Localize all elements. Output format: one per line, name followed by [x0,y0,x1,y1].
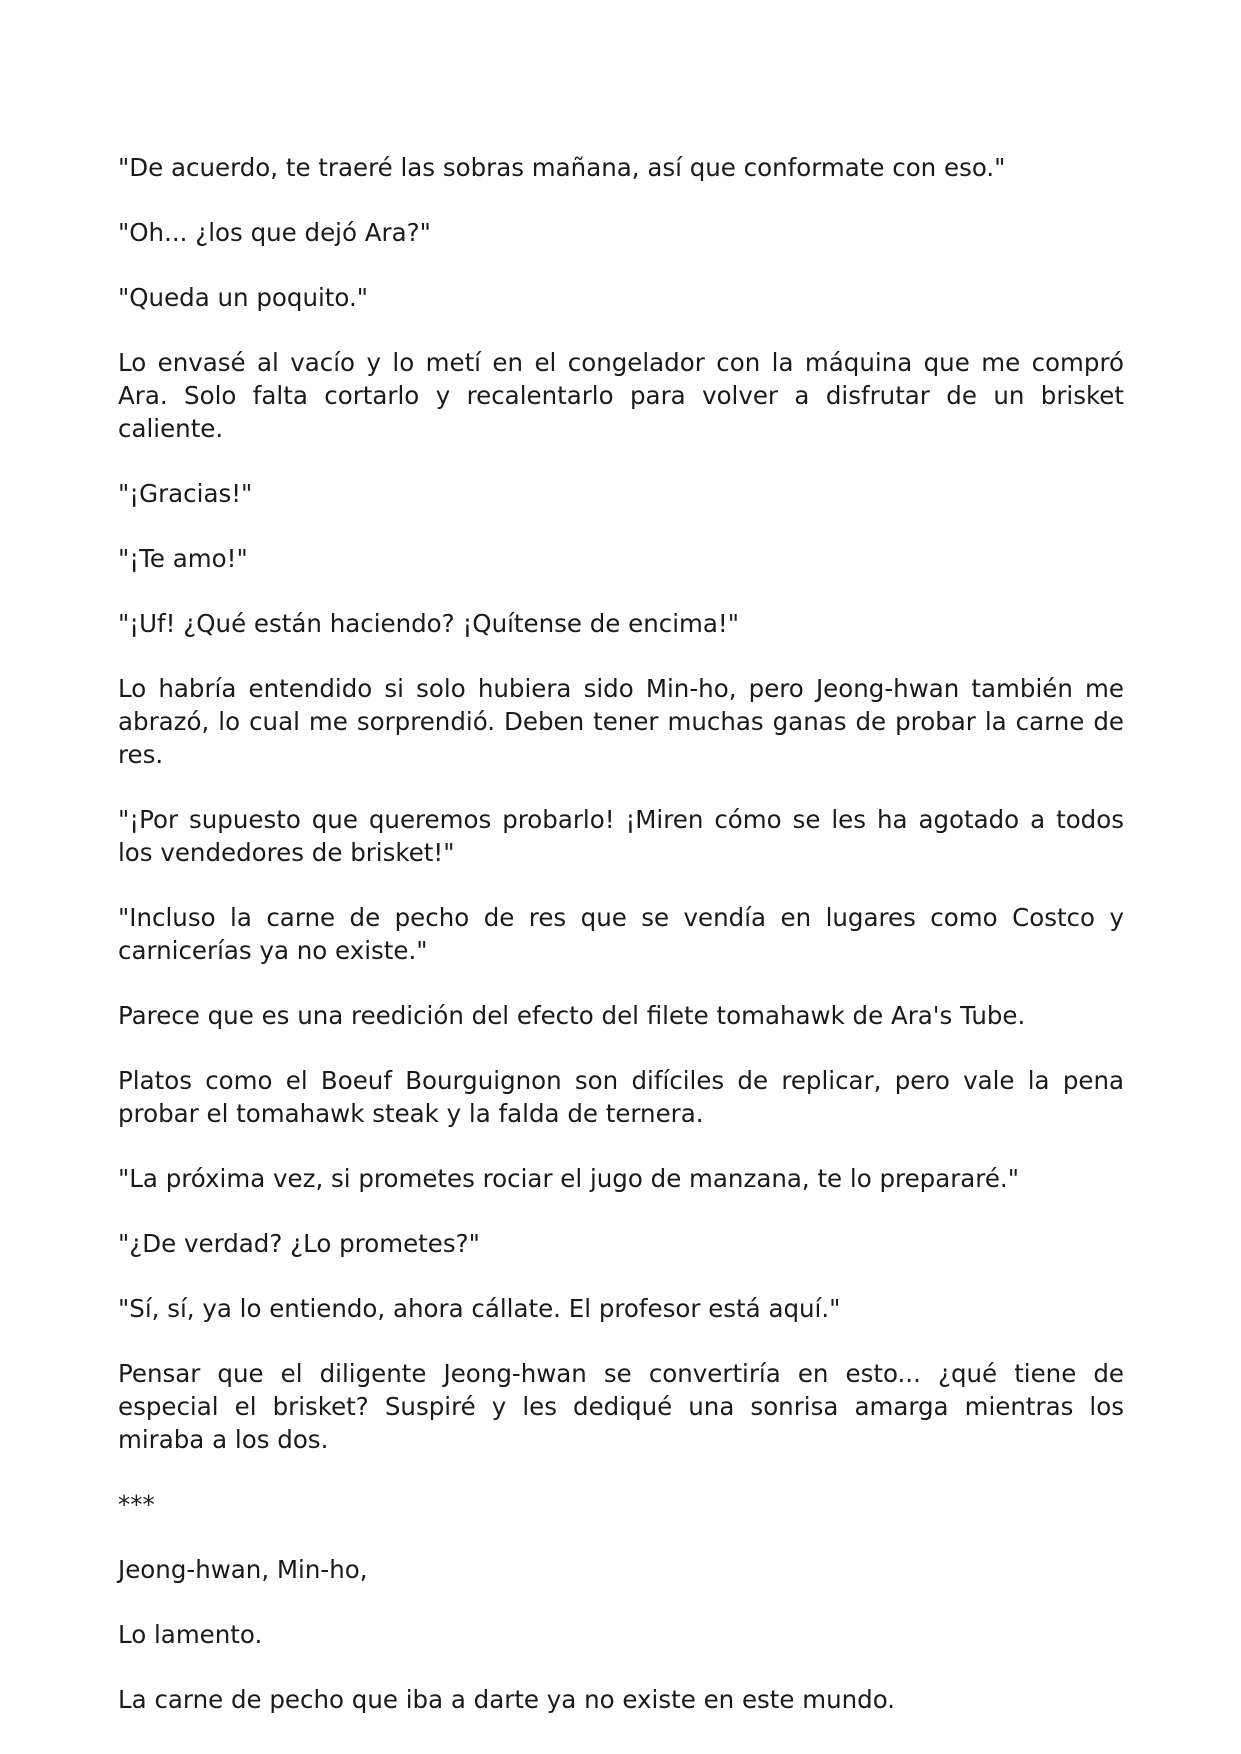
document-body [118,151,1124,1748]
narrative-paragraph: Pensar que el diligente Jeong-hwan se convertiría en esto... ¿qué tiene de especial el brisket? Suspiré y les dediqué una sonrisa amarga mientras los miraba a los dos. [118,1359,1124,1454]
narrative-paragraph: Lo envasé al vacío y lo metí en el congelador con la máquina que me compró Ara. Solo falta cortarlo y recalentarlo para volver a disfrutar de un brisket caliente. [118,348,1124,443]
narrative-paragraph: Platos como el Boeuf Bourguignon son difíciles de replicar, pero vale la pena probar el tomahawk steak y la falda de ternera. [118,1066,1124,1128]
narrative-paragraph: La carne de pecho que iba a darte ya no existe en este mundo. [118,1685,896,1714]
dialogue-paragraph: "Oh... ¿los que dejó Ara?" [118,218,431,247]
dialogue-paragraph: "Incluso la carne de pecho de res que se vendía en lugares como Costco y carnicerías ya no existe." [118,903,1124,965]
dialogue-paragraph: "Queda un poquito." [118,283,369,312]
narrative-paragraph: Parece que es una reedición del efecto del filete tomahawk de Ara's Tube. [118,1001,1026,1030]
dialogue-paragraph: "Sí, sí, ya lo entiendo, ahora cállate. El profesor está aquí." [118,1294,841,1323]
dialogue-paragraph: "De acuerdo, te traeré las sobras mañana, así que conformate con eso." [118,153,1006,182]
dialogue-paragraph: "¡Gracias!" [118,479,253,508]
dialogue-paragraph: "¡Por supuesto que queremos probarlo! ¡Miren cómo se les ha agotado a todos los vendedores de brisket!" [118,805,1124,867]
narrative-paragraph: Lo lamento. [118,1620,263,1649]
narrative-paragraph: Lo habría entendido si solo hubiera sido Min-ho, pero Jeong-hwan también me abrazó, lo cual me sorprendió. Deben tener muchas ganas de probar la carne de res. [118,674,1124,769]
dialogue-paragraph: "¡Te amo!" [118,544,248,573]
dialogue-paragraph: "¡Uf! ¿Qué están haciendo? ¡Quítense de encima!" [118,609,739,638]
narrative-paragraph: Jeong-hwan, Min-ho, [118,1555,368,1584]
scene-break: *** [118,1490,155,1519]
dialogue-paragraph: "La próxima vez, si prometes rociar el jugo de manzana, te lo prepararé." [118,1164,1019,1193]
dialogue-paragraph: "¿De verdad? ¿Lo prometes?" [118,1229,480,1258]
